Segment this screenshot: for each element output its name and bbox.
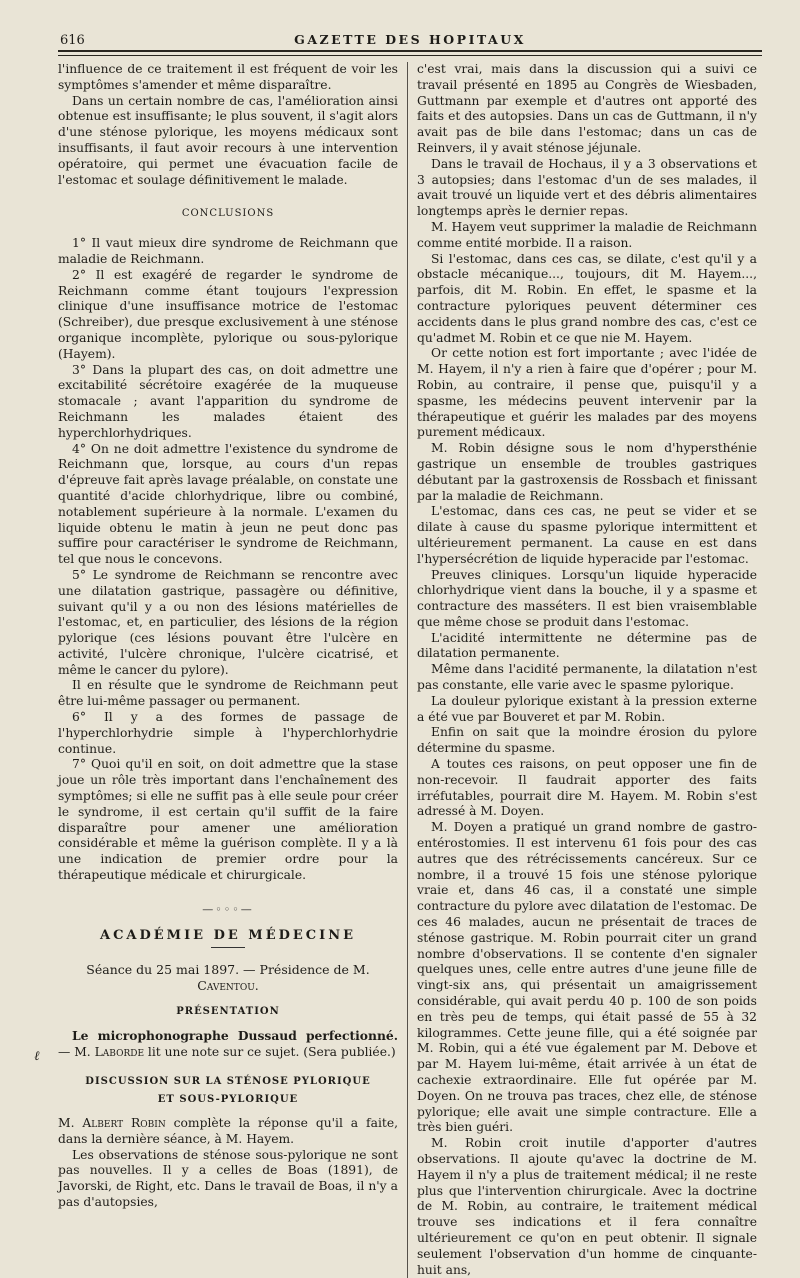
page-header [58,20,762,46]
paragraph: Si l'estomac, dans ces cas, se dilate, c'est qu'il y a obstacle mécanique..., toujours, dit M. Hayem..., parfois, dit M. Robin. En effet, le spasme et la contracture pyloriques peuvent déterminer ces accidents dans le plus grand nombre des cas, c'est ce qu'admet M. Robin et ce que nie M. Hayem. [417,251,757,345]
short-rule [211,947,245,948]
conclusion-5: 5° Le syndrome de Reichmann se rencontre avec une dilatation gastrique, passagère ou définitive, suivant qu'il y a ou non des lésions matérielles de l'estomac, et, en particulier, des lésions de la région pylorique (ces lésions pouvant être l'ulcère en activité, l'ulcère chronique, l'ulcère cicatrisé, et même le cancer du pylore). [58,567,398,677]
seance-line [58,962,398,994]
presentation-heading: PRÉSENTATION [176,1006,280,1018]
microphonographe-paragraph [58,1028,398,1061]
right-column [408,62,757,1278]
micro-author: Laborde [94,1044,145,1059]
paragraph: A toutes ces raisons, on peut opposer une fin de non-recevoir. Il faudrait apporter des faits irréfutables, pourrait dire M. Hayem. M. Robin s'est adressé à M. Doyen. [417,757,757,819]
left-column [58,62,407,1278]
robin-text: complète la réponse qu'il a faite, dans la dernière séance, à M. Hayem. [58,1116,399,1146]
discussion-heading-1: DISCUSSION SUR LA STÉNOSE PYLORIQUE [85,1076,371,1088]
seance-text: Séance du 25 mai 1897. — Présidence de M. [86,962,370,978]
robin-paragraph [58,1116,398,1148]
paragraph: La douleur pylorique existant à la pression externe a été vue par Bouveret et par M. Robin. [417,693,757,724]
paragraph: Enfin on sait que la moindre érosion du pylore détermine du spasme. [417,725,757,756]
robin-name: M. Albert Robin [58,1116,166,1131]
conclusion-5b: Il en résulte que le syndrome de Reichmann peut être lui-même passager ou permanent. [58,678,398,709]
page-number: 616 [60,33,85,48]
conclusion-1: 1° Il vaut mieux dire syndrome de Reichmann que maladie de Reichmann. [58,236,398,266]
margin-annotation: ℓ [34,1049,40,1064]
paragraph: Or cette notion est fort importante ; avec l'idée de M. Hayem, il n'y a rien à faire que d'opérer ; pour M. Robin, au contraire, il pense que, puisqu'il y a spasme, les médecins peuvent intervenir par la thérapeutique et guérir les malades par des moyens purement médicaux. [417,346,757,440]
conclusion-2: 2° Il est exagéré de regarder le syndrome de Reichmann comme étant toujours l'expression clinique d'une insuffisance motrice de l'estomac (Schreiber), due presque exclusivement à une sténose organique incomplète, pylorique ou sous-pylorique (Hayem). [58,267,398,361]
paragraph: L'estomac, dans ces cas, ne peut se vider et se dilate à cause du spasme pylorique intermittent et ultérieurement permanent. La cause en est dans l'hypersécrétion de liquide hyperacide par l'estomac. [417,504,757,566]
discussion-heading-2: ET SOUS-PYLORIQUE [157,1094,299,1106]
micro-rest: lit une note sur ce sujet. (Sera publiée.) [144,1044,396,1059]
running-title: GAZETTE DES HOPITAUX [294,32,526,47]
conclusion-7: 7° Quoi qu'il en soit, on doit admettre que la stase joue un rôle très important dans l'enchaînement des symptômes; si elle ne suffit pas à elle seule pour créer le syndrome, il est certain qu'il suffit de la faire disparaître pour amener une amélioration considérable et même la guérison complète. Il y a là une indication de premier ordre pour la thérapeutique médicale et chirurgicale. [58,757,398,883]
paragraph: M. Robin croit inutile d'apporter d'autres observations. Il ajoute qu'avec la doctrine de M. Hayem il n'y a plus de traitement médical; il ne reste plus que l'intervention chirurgicale. Avec la doctrine de M. Robin, au contraire, le traitement médical trouve ses indications et il fera connaître ultérieurement ce qu'on en peut obtenir. Il signale seulement l'observation d'un homme de cinquante-huit ans, [417,1136,757,1277]
conclusion-6: 6° Il y a des formes de passage de l'hyperchlorhydrie simple à l'hyperchlorhydrie continue. [58,710,398,756]
paragraph: c'est vrai, mais dans la discussion qui a suivi ce travail présenté en 1895 au Congrès de Wiesbaden, Guttmann par exemple et d'autres ont apporté des faits et des autopsies. Dans un cas de Guttmann, il n'y avait pas de bile dans l'estomac; dans un cas de Reinvers, il y avait sténose jéjunale. [417,62,757,155]
microphonographe-title: Le microphonographe Dussaud perfectionné. [72,1027,398,1043]
micro-dash: — M. [58,1044,95,1059]
paragraph: M. Hayem veut supprimer la maladie de Reichmann comme entité morbide. Il a raison. [417,219,757,250]
paragraph: Dans un certain nombre de cas, l'amélioration ainsi obtenue est insuffisante; le plus souvent, il s'agit alors d'une sténose pylorique, les moyens médicaux sont insuffisants, il faut avoir recours à une intervention opératoire, qui permet une évacuation facile de l'estomac et soulage définitivement le malade. [58,93,398,187]
conclusions-heading: CONCLUSIONS [181,208,275,220]
two-column-body [58,62,762,1278]
paragraph: M. Doyen a pratiqué un grand nombre de gastro-entérostomies. Il est intervenu 61 fois pour des cas autres que des rétrécissements cancéreux. Sur ce nombre, il a trouvé 15 fois une sténose pylorique vraie et, dans 46 cas, il a constaté une simple contracture du pylore avec dilatation de l'estomac. De ces 46 malades, aucun ne présentait de traces de sténose gastrique. M. Robin pourrait citer un grand nombre d'observations. Il se contente d'en signaler quelques unes, celle entre autres d'une jeune fille de vingt-six ans, qui présentait un amaigrissement considérable, qui avait perdu 40 p. 100 de son poids en très peu de temps, qui était passé de 55 à 32 kilogrammes. Cette jeune fille, qui a été soignée par M. Robin, qui a été vue également par M. Debove et par M. Hayem lui-même, était arrivée à un état de cachexie extraordinaire. Elle fut opérée par M. Doyen. On ne trouva pas traces, chez elle, de sténose pylorique; elle avait une simple contracture. Elle a très bien guéri. [417,820,757,1135]
conclusion-4: 4° On ne doit admettre l'existence du syndrome de Reichmann que, lorsque, au cours d'un repas d'épreuve fait après lavage préalable, on constate une quantité d'acide chlorhydrique, libre ou combiné, notablement supérieure à la normale. L'examen du liquide obtenu le matin à jeun ne peut donc pas suffire pour caractériser le syndrome de Reichmann, tel que nous le concevons. [58,441,398,567]
paragraph: l'influence de ce traitement il est fréquent de voir les symptômes s'amender et même disparaître. [58,62,398,92]
section-ornament: —◦◦◦— [202,902,254,916]
paragraph: Même dans l'acidité permanente, la dilatation n'est pas constante, elle varie avec le spasme pylorique. [417,662,757,693]
academy-heading: ACADÉMIE DE MÉDECINE [99,927,356,943]
paragraph: Dans le travail de Hochaus, il y a 3 observations et 3 autopsies; dans l'estomac d'un de ses malades, il avait trouvé un liquide vert et des débris alimentaires longtemps après le dernier repas. [417,156,757,219]
conclusion-3: 3° Dans la plupart des cas, on doit admettre une excitabilité sécrétoire exagérée de la muqueuse stomacale ; avant l'apparition du syndrome de Reichmann les malades étaient des hyperchlorhydriques. [58,362,398,440]
paragraph: Preuves cliniques. Lorsqu'un liquide hyperacide chlorhydrique vient dans la bouche, il y a spasme et contracture des masséters. Il est bien vraisemblable que même chose se produit dans l'estomac. [417,567,757,629]
paragraph: M. Robin désigne sous le nom d'hypersthénie gastrique un ensemble de troubles gastriques débutant par la gastroxensis de Rossbach et finissant par la maladie de Reichmann. [417,441,757,503]
observations-paragraph: Les observations de sténose sous-pylorique ne sont pas nouvelles. Il y a celles de Boas (1891), de Javorski, de Right, etc. Dans le travail de Boas, il n'y a pas d'autopsies, [58,1147,398,1209]
paragraph: L'acidité intermittente ne détermine pas de dilatation permanente. [417,630,757,661]
header-rule [58,50,762,56]
seance-president: Caventou. [197,978,259,994]
